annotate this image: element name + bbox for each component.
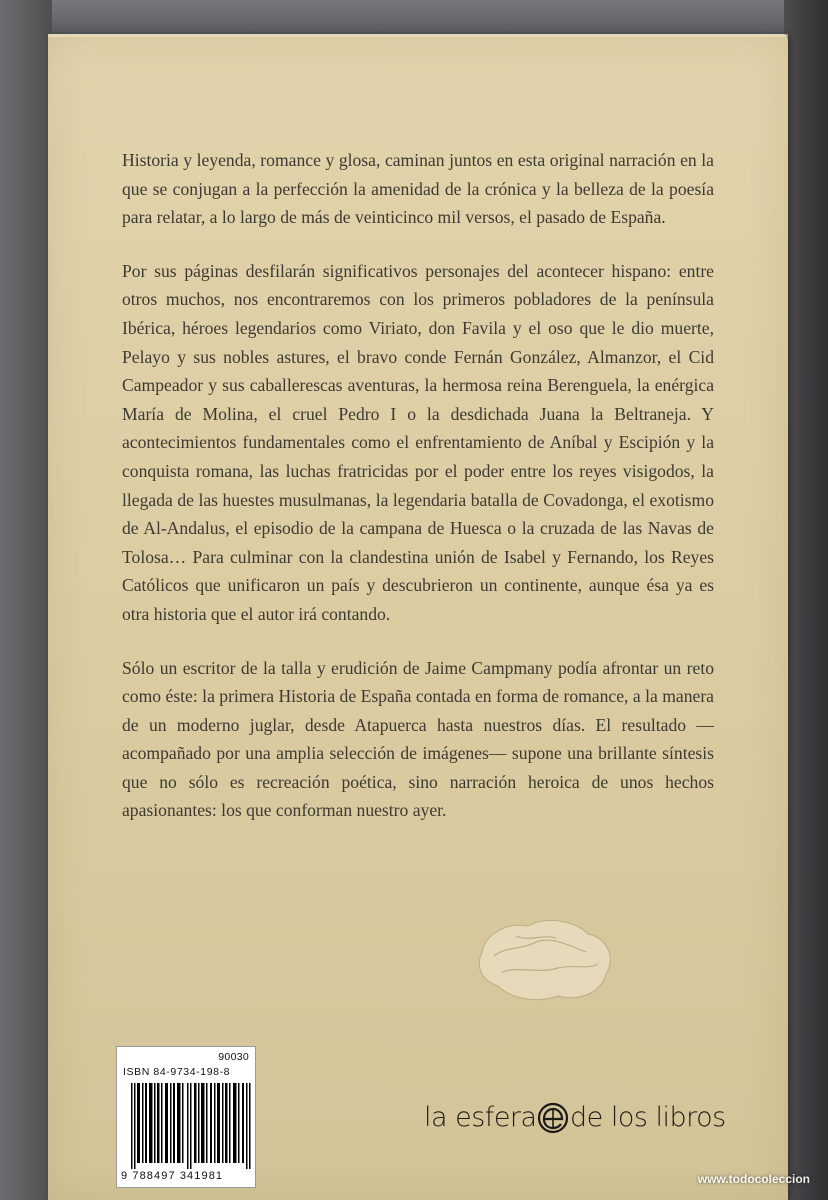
isbn-text: ISBN 84-9734-198-8 <box>123 1066 231 1078</box>
publisher-name-part1: la esfera <box>424 1102 537 1133</box>
blurb-paragraph-3: Sólo un escritor de la talla y erudición de Jaime Campmany podía afrontar un reto como éste: la primera Historia de España contada en forma de romance, a la manera de un moderno juglar, desde Atapuerca hasta nuestros días. El resultado —acompañado por una amplia selección de imágenes— supone una brillante síntesis que no sólo es recreación poética, sino narración heroica de unos hechos apasionantes: los que conforman nuestro ayer. <box>122 657 714 821</box>
barcode-label <box>116 1046 256 1188</box>
background-right <box>784 0 828 1200</box>
blurb-paragraph-1: Historia y leyenda, romance y glosa, caminan juntos en esta original narración en la que se conjugan a la perfección la amenidad de la crónica y la belleza de la poesía para relatar, a lo largo de más de veinticinco mil versos, el pasado de España. <box>122 150 714 228</box>
publisher-name-part2: de los libros <box>570 1102 726 1133</box>
scuff-mark <box>476 912 618 1004</box>
publisher-e-logo-icon <box>537 1102 569 1134</box>
price-code: 90030 <box>218 1051 249 1063</box>
cover-edge-highlight <box>48 34 788 37</box>
blurb-text <box>122 146 714 850</box>
blurb-paragraph-2: Por sus páginas desfilarán significativos personajes del acontecer hispano: entre otros muchos, nos encontraremos con los primeros pobladores de la península Ibérica, héroes legendarios como Viriato, don Favila y el oso que le dio muerte, Pelayo y sus nobles astures, el bravo conde Fernán González, Almanzor, el Cid Campeador y sus caballerescas aventuras, la hermosa reina Berenguela, la enérgica María de Molina, el cruel Pedro I o la desdichada Juana la Beltraneja. Y acontecimientos fundamentales como el enfrentamiento de Aníbal y Escipión y la conquista romana, las luchas fratricidas por el poder entre los reyes visigodos, la llegada de las huestes musulmanas, la legendaria batalla de Covadonga, el exotismo de Al-Andalus, el episodio de la campana de Huesca o la cruzada de las Navas de Tolosa… Para culminar con la clandestina unión de Isabel y Fernando, los Reyes Católicos que unificaron un país y descubrieron un continente, aunque ésa ya es otra historia que el autor irá contando. <box>122 260 714 624</box>
ean-number: 9 788497 341981 <box>121 1170 224 1182</box>
barcode-bars-icon <box>131 1083 251 1169</box>
background-left <box>0 0 52 1200</box>
publisher-logo <box>424 1098 724 1138</box>
watermark: www.todocoleccion <box>697 1172 810 1186</box>
